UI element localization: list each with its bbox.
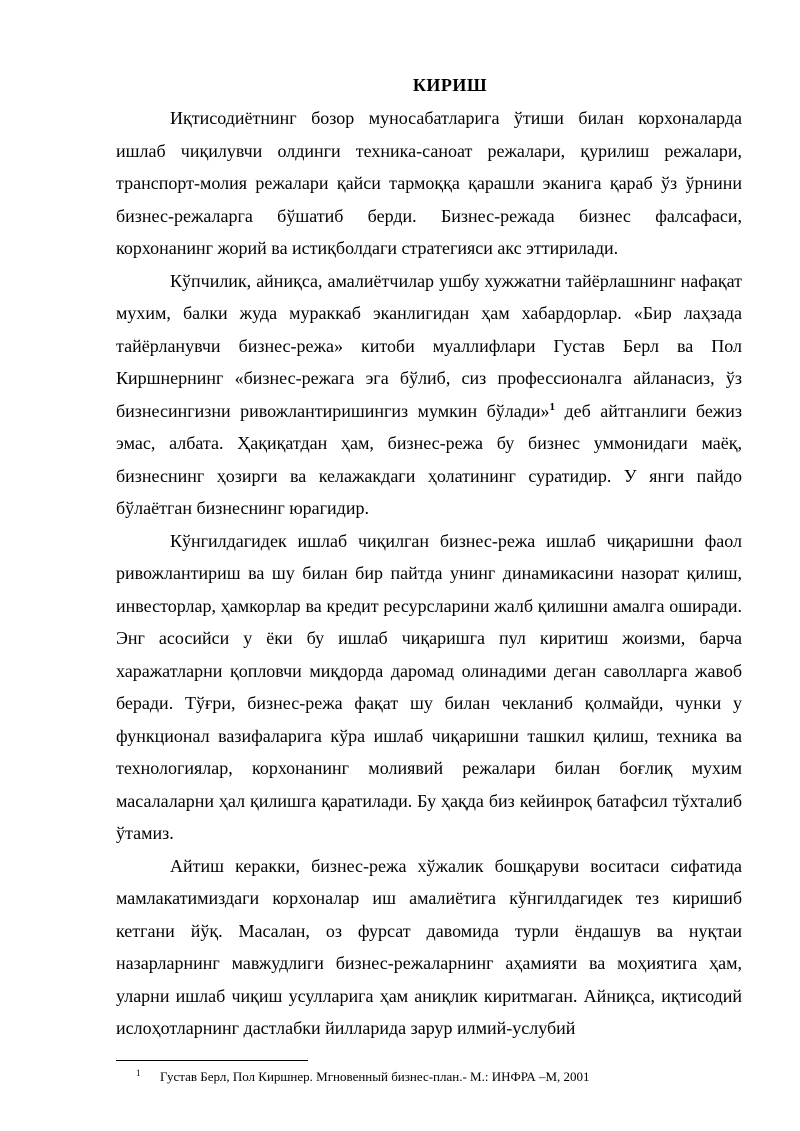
paragraph-3: Кўнгилдагидек ишлаб чиқилган бизнес-режа ишлаб чиқаришни фаол ривожлантириш ва шу билан бир пайтда унинг динамикасини назорат қилиш, инвесторлар, ҳамкорлар ва кредит ресурсларини жалб қилишни амалга оширади. Энг асосийси у ёки бу ишлаб чиқаришга пул киритиш жоизми, барча харажатларни қопловчи миқдорда даромад олинадими деган саволларга жавоб беради. Тўғри, бизнес-режа фақат шу билан чекланиб қолмайди, чунки у функционал вазифаларига кўра ишлаб чиқаришни ташкил қилиш, техника ва технологиялар, корхонанинг молиявий режалари билан боғлиқ мухим масалаларни ҳал қилишга қаратилади. Бу ҳақда биз кейинроқ батафсил тўхталиб ўтамиз. (116, 530, 742, 843)
footnote-text: Густав Берл, Пол Киршнер. Мгновенный бизнес-план.- М.: ИНФРА –М, 2001 (160, 1069, 590, 1084)
footnote: 1 Густав Берл, Пол Киршнер. Мгновенный бизнес-план.- М.: ИНФРА –М, 2001 (136, 1067, 590, 1084)
footnote-separator (116, 1060, 308, 1061)
paragraph-2-text-after-ref: деб айтганлиги бежиз эмас, албата. Ҳақиқатдан ҳам, бизнес-режа бу бизнес уммонидаги маёқ, бизнеснинг ҳозирги ва келажакдаги ҳолатининг суратидир. У янги пайдо бўлаётган бизнеснинг юрагидир. (116, 400, 742, 518)
document-body (116, 102, 742, 1045)
paragraph-2 (116, 265, 742, 525)
footnote-reference[interactable]: 1 (549, 400, 556, 413)
paragraph-2-text-before-ref: Кўпчилик, айниқса, амалиётчилар ушбу хужжатни тайёрлашнинг нафақат мухим, балки жуда мураккаб эканлигидан ҳам хабардорлар. «Бир лаҳзада тайёрланувчи бизнес-режа» китоби муаллифлари Густав Берл ва Пол Киршнернинг «бизнес-режага эга бўлиб, сиз профессионалга айланасиз, ўз бизнесингизни ривожлантиришингиз мумкин бўлади» (116, 270, 742, 421)
paragraph-1: Иқтисодиётнинг бозор муносабатларига ўтиши билан корхоналарда ишлаб чиқилувчи олдинги техника-саноат режалари, қурилиш режалари, транспорт-молия режалари қайси тармоққа қарашли эканига қараб ўз ўрнини бизнес-режаларга бўшатиб берди. Бизнес-режада бизнес фалсафаси, корхонанинг жорий ва истиқболдаги стратегияси акс эттирилади. (116, 108, 742, 258)
page-title: КИРИШ (412, 75, 488, 95)
paragraph-4: Айтиш керакки, бизнес-режа хўжалик бошқаруви воситаси сифатида мамлакатимиздаги корхоналар иш амалиётига кўнгилдагидек тез киришиб кетгани йўқ. Масалан, оз фурсат давомида турли ёндашув ва нуқтаи назарларнинг мавжудлиги бизнес-режаларнинг аҳамияти ва моҳиятига ҳам, уларни ишлаб чиқиш усулларига ҳам аниқлик киритмаган. Айниқса, иқтисодий ислоҳотларнинг дастлабки йилларида зарур илмий-услубий (116, 855, 742, 1038)
